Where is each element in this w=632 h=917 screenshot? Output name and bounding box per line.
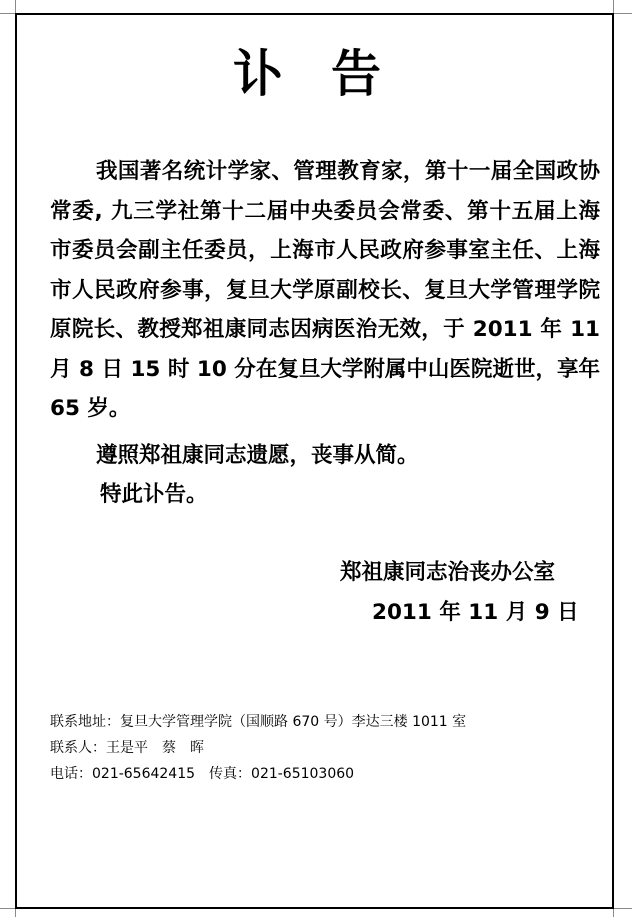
signature-office: 郑祖康同志治丧办公室 [340, 560, 556, 585]
contact-address: 联系地址：复旦大学管理学院（国顺路 670 号）李达三楼 1011 室 [50, 714, 467, 730]
crop-mark-top-left-h [0, 13, 15, 14]
notice-body-paragraph: 我国著名统计学家、管理教育家，第十一届全国政协常委, 九三学社第十二届中央委员会常委、第十五届上海市委员会副主任委员，上海市人民政府参事室主任、上海市人民政府参事，复旦大学原副校长、复旦大学管理学院原院长、教授郑祖康同志因病医治无效，于 2011 年 11 月 8 日 15 时 10 分在复旦大学附属中山医院逝世，享年 65 岁。 [50, 159, 600, 421]
funeral-arrangement-paragraph: 遵照郑祖康同志遗愿，丧事从简。 [96, 443, 419, 468]
crop-mark-bottom-left-v [15, 909, 16, 917]
crop-mark-top-right-v [613, 0, 614, 13]
crop-mark-bottom-right-h [614, 908, 632, 909]
signature-date: 2011 年 11 月 9 日 [372, 600, 579, 625]
crop-mark-top-left-v [15, 0, 16, 13]
notice-title: 讣告 [233, 44, 429, 103]
contact-persons: 联系人：王是平 蔡 晖 [50, 740, 204, 756]
crop-mark-bottom-left-h [0, 908, 15, 909]
crop-mark-bottom-right-v [613, 909, 614, 917]
contact-phones: 电话：021-65642415 传真：021-65103060 [50, 766, 355, 782]
crop-mark-top-right-h [614, 13, 632, 14]
closing-paragraph: 特此讣告。 [100, 482, 208, 507]
